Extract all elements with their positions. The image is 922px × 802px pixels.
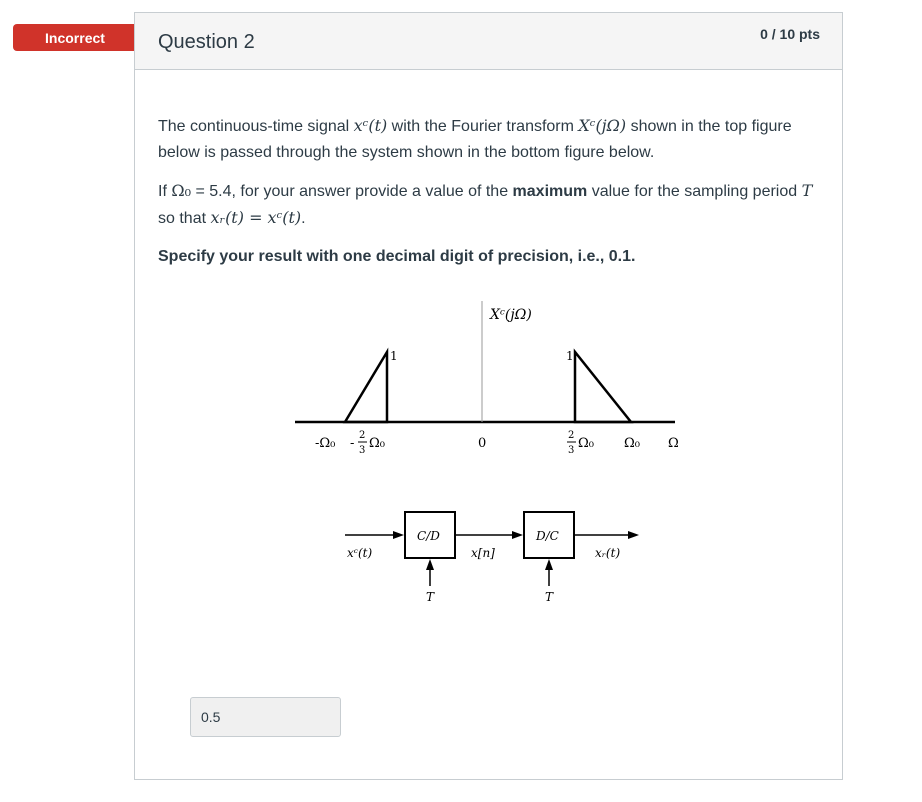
spectrum-title: Xᶜ(jΩ) — [490, 307, 532, 323]
cd-label: C/D — [417, 529, 440, 543]
math-Xc-jO: Xᶜ(jΩ) — [578, 116, 627, 135]
arrowhead-output — [628, 531, 639, 539]
emphasis-maximum: maximum — [512, 183, 588, 200]
t-arrowhead-cd — [426, 559, 434, 570]
math-T: T — [801, 181, 813, 200]
spectrum-axis-label: Ω — [668, 436, 679, 451]
dc-label: D/C — [536, 529, 559, 543]
question-title: Question 2 — [158, 31, 255, 53]
question-points: 0 / 10 pts — [760, 26, 820, 42]
answer-input[interactable] — [190, 697, 341, 737]
math-xc-t: xᶜ(t) — [353, 116, 388, 135]
text-fragment: The continuous-time signal — [158, 118, 354, 135]
arrowhead-input — [393, 531, 404, 539]
status-badge-label: Incorrect — [45, 29, 105, 46]
tick-neg-frac-num: 2 — [359, 430, 366, 441]
tick-neg-two-thirds-sign: - — [350, 436, 355, 451]
spectrum-triangle-right — [575, 352, 631, 422]
text-fragment: If — [158, 183, 172, 200]
tick-pos-frac-den: 3 — [568, 445, 575, 456]
tick-neg-frac-den: 3 — [359, 445, 366, 456]
text-fragment: with the Fourier transform — [387, 118, 579, 135]
spectrum-peak-left: 1 — [390, 349, 398, 363]
question-header — [135, 13, 842, 70]
tick-pos-frac-omega: Ω₀ — [578, 436, 594, 451]
t-label-dc: T — [545, 590, 554, 604]
mid-label: x[n] — [471, 546, 495, 560]
text-fragment: shown in the top figure below is passed through the system shown in the bottom figure below. — [158, 118, 792, 161]
math-omega0: Ω₀ — [171, 181, 192, 200]
text-fragment: so that — [158, 210, 211, 227]
question-paragraph-1 — [158, 113, 818, 166]
t-arrowhead-dc — [545, 559, 553, 570]
question-text — [158, 113, 818, 282]
math-xr-eq: xᵣ(t) = xᶜ(t) — [210, 208, 302, 227]
question-card — [134, 12, 843, 780]
question-paragraph-3: Specify your result with one decimal digit of precision, i.e., 0.1. — [158, 248, 636, 265]
spectrum-triangle-left — [345, 352, 387, 422]
text-fragment: value for the sampling period — [587, 183, 802, 200]
tick-neg-frac-omega: Ω₀ — [369, 436, 385, 451]
question-figure — [285, 291, 685, 621]
text-fragment: = 5.4, for your answer provide a value of the — [191, 183, 513, 200]
tick-pos-omega0: Ω₀ — [624, 436, 640, 451]
question-paragraph-2 — [158, 178, 818, 232]
arrowhead-mid — [512, 531, 523, 539]
tick-zero: 0 — [478, 436, 487, 451]
status-badge — [13, 24, 137, 51]
spectrum-peak-right: 1 — [566, 349, 574, 363]
output-label: xᵣ(t) — [595, 546, 621, 560]
input-label: xᶜ(t) — [347, 546, 373, 560]
text-fragment: . — [301, 210, 306, 227]
t-label-cd: T — [426, 590, 435, 604]
tick-neg-omega0: -Ω₀ — [315, 436, 336, 451]
tick-pos-frac-num: 2 — [568, 430, 575, 441]
